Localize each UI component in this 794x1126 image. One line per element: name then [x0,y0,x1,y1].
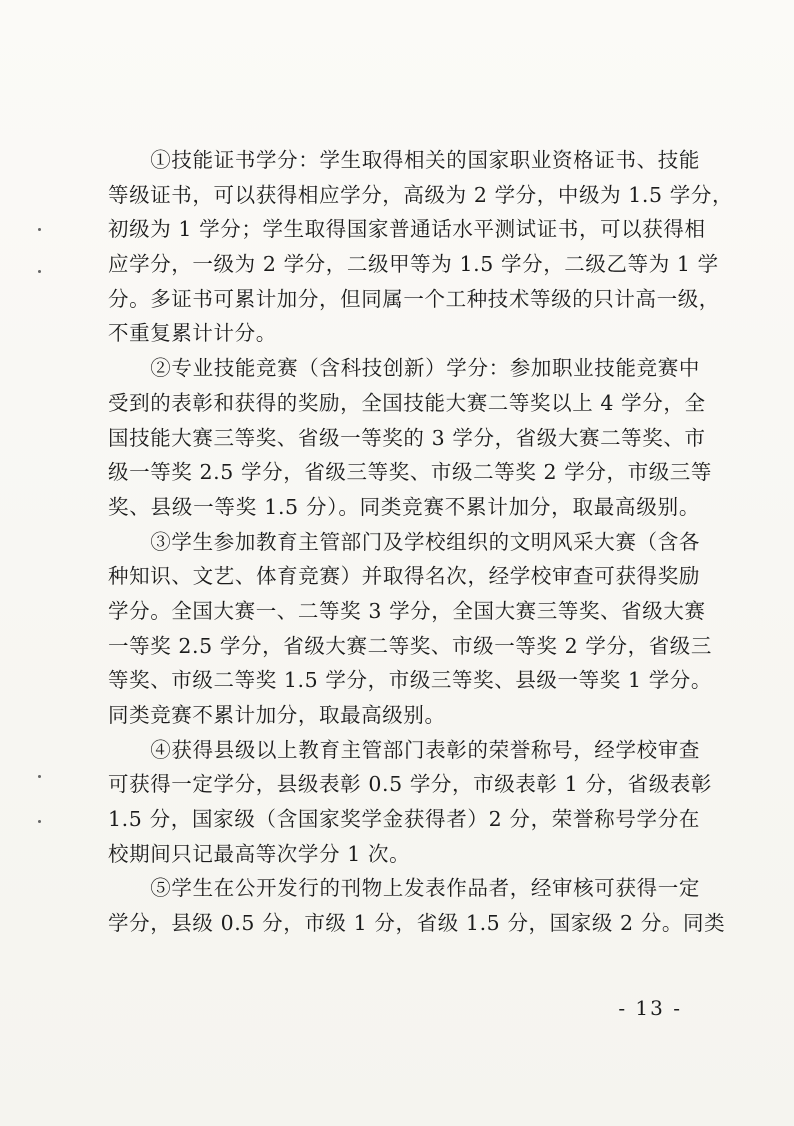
text-line: ⑤学生在公开发行的刊物上发表作品者，经审核可获得一定 [108,876,700,901]
text-line: 受到的表彰和获得的奖励，全国技能大赛二等奖以上 4 学分，全 [108,390,706,415]
body-text [108,143,734,941]
text-line: 分。多证书可累计加分，但同属一个工种技术等级的只计高一级， [108,286,720,311]
text-line: 校期间只记最高等次学分 1 次。 [108,841,411,866]
text-line: 学分。全国大赛一、二等奖 3 学分，全国大赛三等奖、省级大赛 [108,598,706,623]
text-line: 应学分，一级为 2 学分，二级甲等为 1.5 学分，二级乙等为 1 学 [108,252,719,277]
text-line: 不重复累计计分。 [108,321,277,346]
text-line: 可获得一定学分，县级表彰 0.5 学分，市级表彰 1 分，省级表彰 [108,772,713,797]
text-line: 等级证书，可以获得相应学分，高级为 2 学分，中级为 1.5 学分， [108,182,734,207]
scan-speck [38,775,41,778]
text-line: 同类竞赛不累计加分，取最高级别。 [108,703,446,727]
text-line: ①技能证书学分：学生取得相关的国家职业资格证书、技能 [108,148,700,172]
text-line: 级一等奖 2.5 学分，省级三等奖、市级二等奖 2 学分，市级三等 [108,460,713,485]
text-line: 国技能大赛三等奖、省级一等奖的 3 学分，省级大赛二等奖、市 [108,425,706,450]
text-line: ②专业技能竞赛（含科技创新）学分：参加职业技能竞赛中 [108,356,700,381]
text-line: 种知识、文艺、体育竞赛）并取得名次，经学校审查可获得奖励 [108,564,700,589]
text-line: 奖、县级一等奖 1.5 分）。同类竞赛不累计加分，取最高级别。 [108,494,700,519]
text-line: 一等奖 2.5 学分，省级大赛二等奖、市级一等奖 2 学分，省级三 [108,633,713,658]
scan-speck [38,270,41,273]
scan-speck [38,228,41,231]
text-line: ③学生参加教育主管部门及学校组织的文明风采大赛（含各 [108,529,700,554]
text-line: 等奖、市级二等奖 1.5 学分，市级三等奖、县级一等奖 1 学分。 [108,668,713,693]
text-line: ④获得县级以上教育主管部门表彰的荣誉称号，经学校审查 [108,737,700,762]
page-number: - 13 - [618,996,682,1020]
text-line: 学分，县级 0.5 分，市级 1 分，省级 1.5 分，国家级 2 分。同类 [108,911,726,936]
scan-speck [38,820,41,823]
text-line: 初级为 1 学分；学生取得国家普通话水平测试证书，可以获得相 [108,217,706,242]
text-line: 1.5 分，国家级（含国家奖学金获得者）2 分，荣誉称号学分在 [108,807,700,832]
